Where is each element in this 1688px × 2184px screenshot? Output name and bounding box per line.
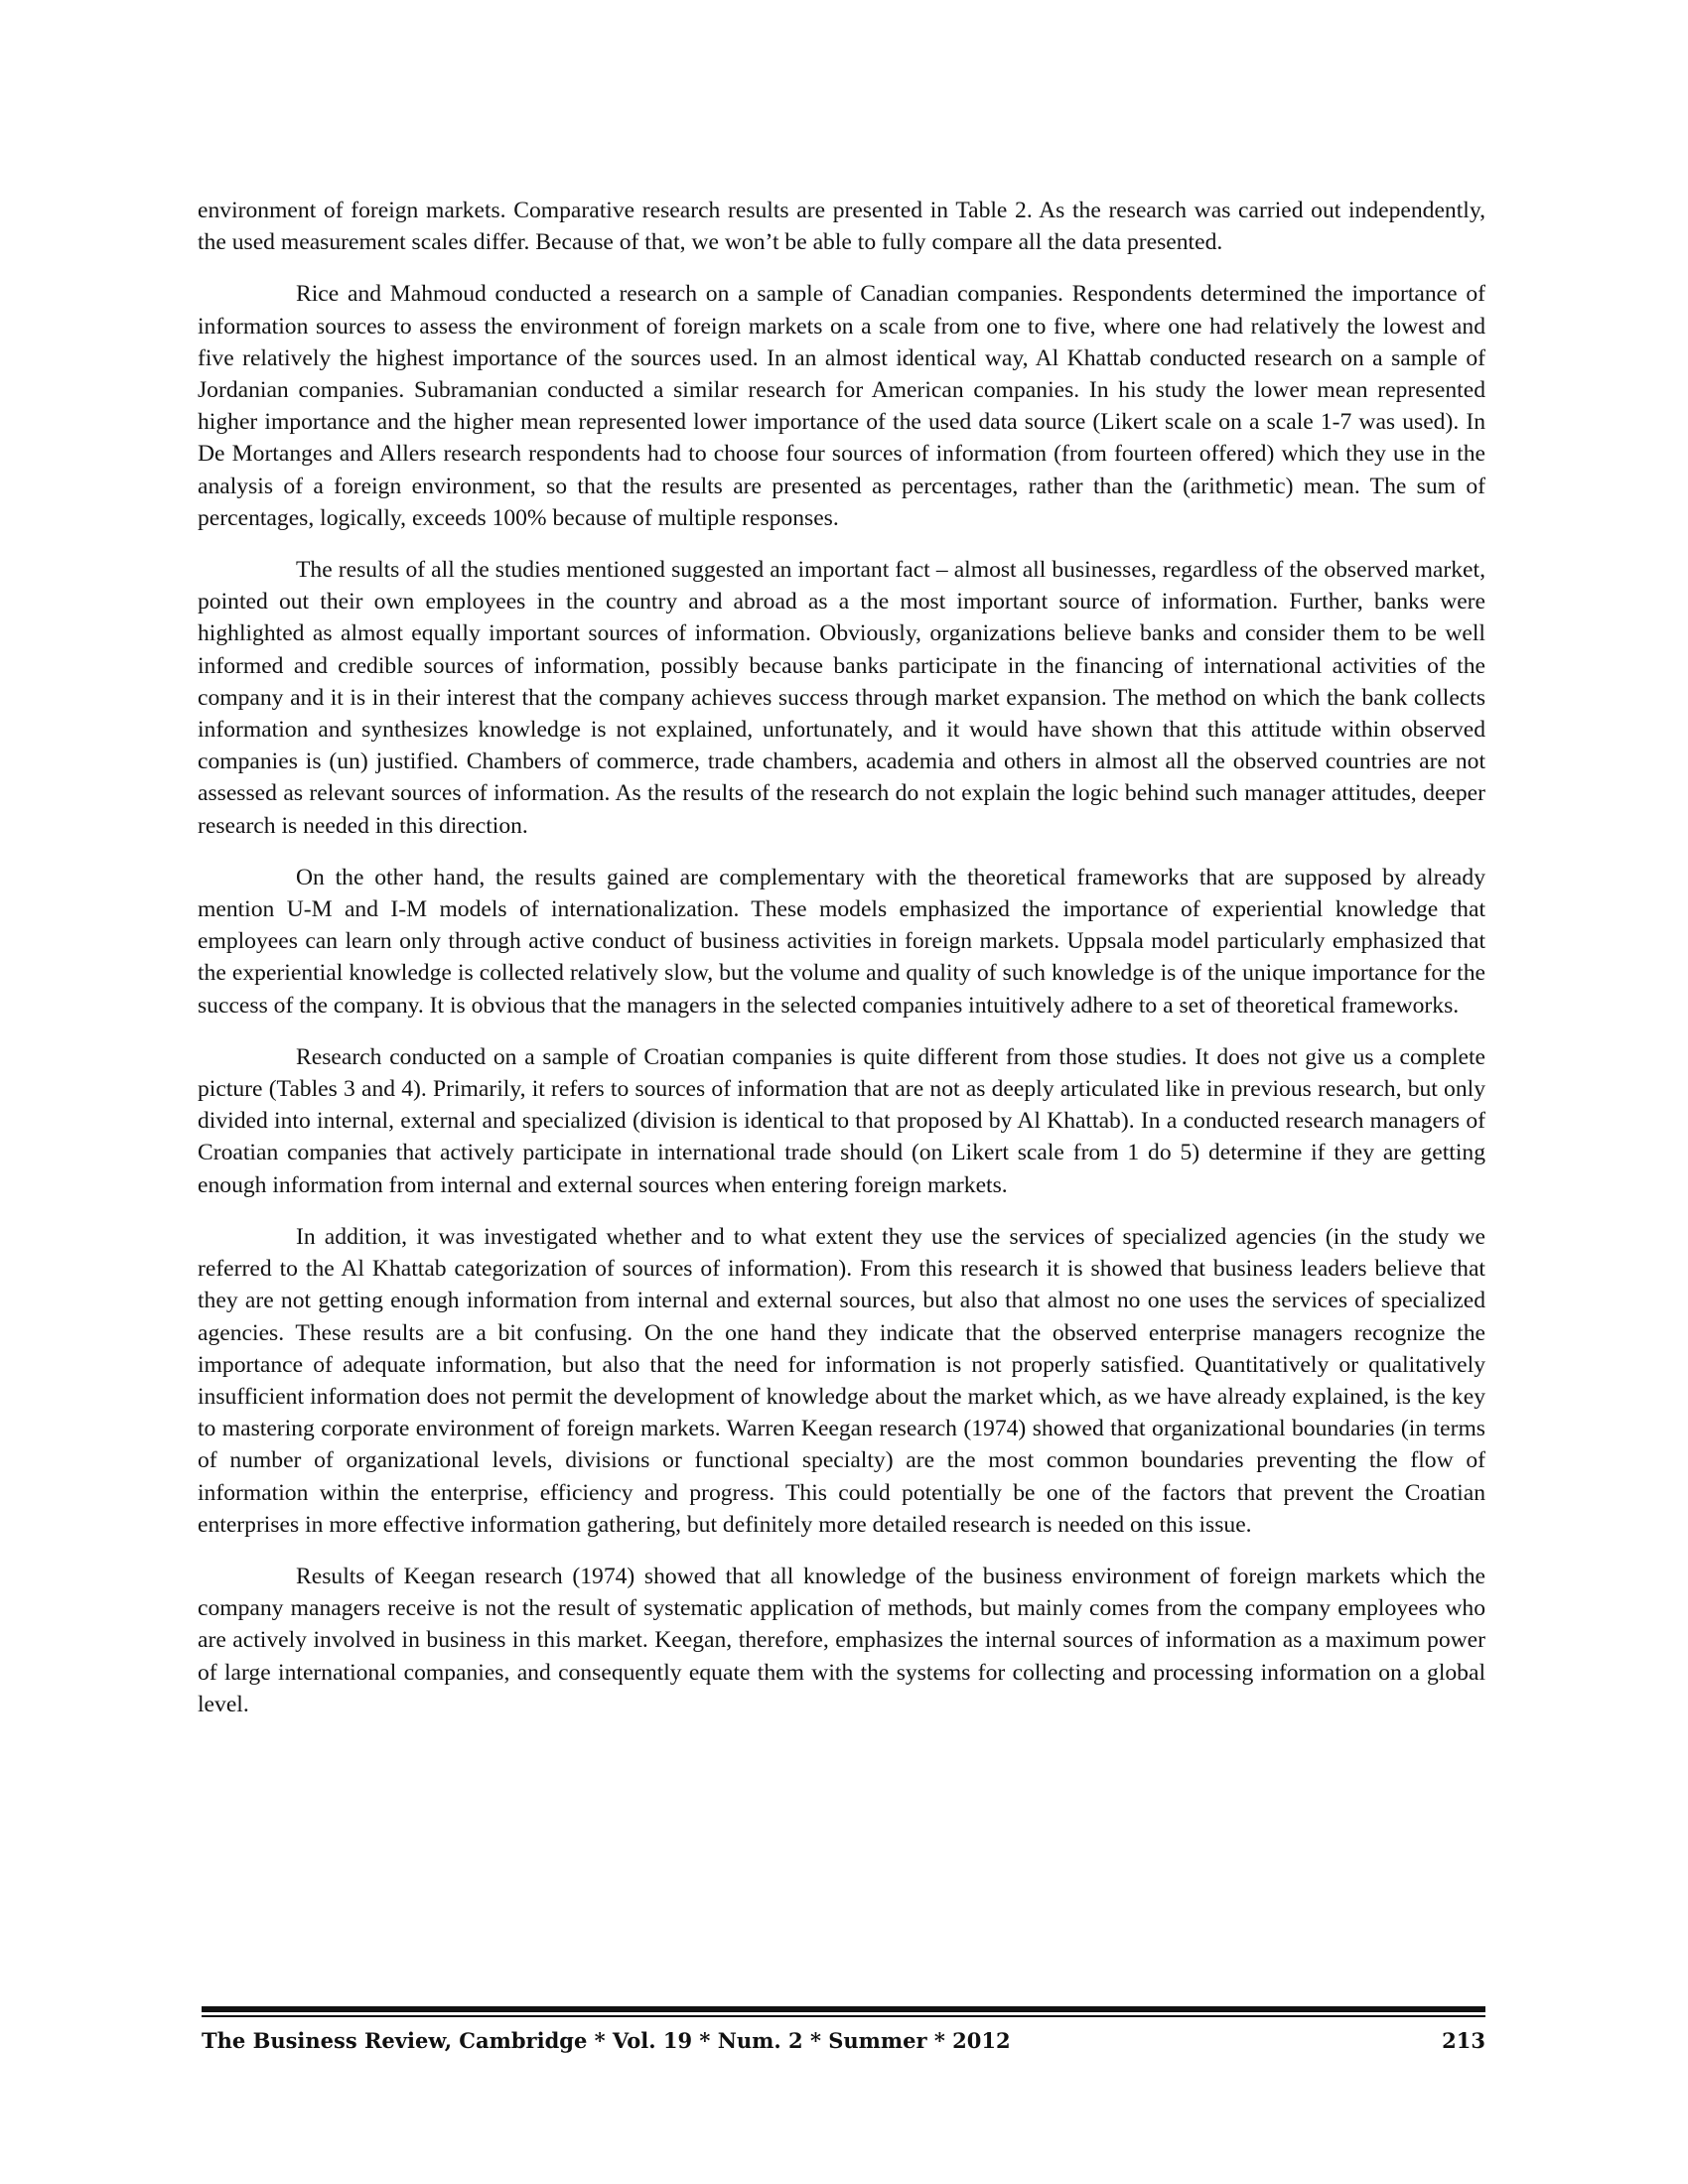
footer-divider-thick xyxy=(202,2006,1485,2012)
body-paragraph: On the other hand, the results gained are complementary with the theoretical frameworks that are supposed by already mention U-M and I-M models of internationalization. These models emphasized the importance of experiential knowledge that employees can learn only through active conduct of business activities in foreign markets. Uppsala model particularly emphasized that the experiential knowledge is collected relatively slow, but the volume and quality of such knowledge is of the unique importance for the success of the company. It is obvious that the managers in the selected companies intuitively adhere to a set of theoretical frameworks. xyxy=(198,864,1485,1019)
body-paragraph: The results of all the studies mentioned suggested an important fact – almost all businesses, regardless of the observed market, pointed out their own employees in the country and abroad as a the most important source of information. Further, banks were highlighted as almost equally important sources of information. Obviously, organizations believe banks and consider them to be well informed and credible sources of information, possibly because banks participate in the financing of international activities of the company and it is in their interest that the company achieves success through market expansion. The method on which the bank collects information and synthesizes knowledge is not explained, unfortunately, and it would have shown that this attitude within observed companies is (un) justified. Chambers of commerce, trade chambers, academia and others in almost all the observed countries are not assessed as relevant sources of information. As the results of the research do not explain the logic behind such manager attitudes, deeper research is needed in this direction. xyxy=(198,557,1485,839)
page-number: 213 xyxy=(1442,2028,1485,2053)
footer-divider-thin xyxy=(202,2015,1485,2017)
body-paragraph: Rice and Mahmoud conducted a research on a sample of Canadian companies. Respondents determined the importance of information sources to assess the environment of foreign markets on a scale from one to five, where one had relatively the lowest and five relatively the highest importance of the sources used. In an almost identical way, Al Khattab conducted research on a sample of Jordanian companies. Subramanian conducted a similar research for American companies. In his study the lower mean represented higher importance and the higher mean represented lower importance of the used data source (Likert scale on a scale 1-7 was used). In De Mortanges and Allers research respondents had to choose four sources of information (from fourteen offered) which they use in the analysis of a foreign environment, so that the results are presented as percentages, rather than the (arithmetic) mean. The sum of percentages, logically, exceeds 100% because of multiple responses. xyxy=(198,281,1485,531)
body-paragraph: environment of foreign markets. Comparative research results are presented in Table 2. As the research was carried out independently, the used measurement scales differ. Because of that, we won’t be able to fully compare all the data presented. xyxy=(198,198,1485,256)
article-body xyxy=(198,195,1485,1740)
body-paragraph: In addition, it was investigated whether and to what extent they use the services of specialized agencies (in the study we referred to the Al Khattab categorization of sources of information). From this research it is showed that business leaders believe that they are not getting enough information from internal and external sources, but also that almost no one uses the services of specialized agencies. These results are a bit confusing. On the one hand they indicate that the observed enterprise managers recognize the importance of adequate information, but also that the need for information is not properly satisfied. Quantitatively or qualitatively insufficient information does not permit the development of knowledge about the market which, as we have already explained, is the key to mastering corporate environment of foreign markets. Warren Keegan research (1974) showed that organizational boundaries (in terms of number of organizational levels, divisions or functional specialty) are the most common boundaries preventing the flow of information within the enterprise, efficiency and progress. This could potentially be one of the factors that prevent the Croatian enterprises in more effective information gathering, but definitely more detailed research is needed on this issue. xyxy=(198,1223,1485,1538)
page-footer xyxy=(202,2021,1485,2061)
body-paragraph: Results of Keegan research (1974) showed that all knowledge of the business environment of foreign markets which the company managers receive is not the result of systematic application of methods, but mainly comes from the company employees who are actively involved in business in this market. Keegan, therefore, emphasizes the internal sources of information as a maximum power of large international companies, and consequently equate them with the systems for collecting and processing information on a global level. xyxy=(198,1563,1485,1717)
journal-citation: The Business Review, Cambridge * Vol. 19 * Num. 2 * Summer * 2012 xyxy=(202,2028,1011,2053)
body-paragraph: Research conducted on a sample of Croatian companies is quite different from those studies. It does not give us a complete picture (Tables 3 and 4). Primarily, it refers to sources of information that are not as deeply articulated like in previous research, but only divided into internal, external and specialized (division is identical to that proposed by Al Khattab). In a conducted research managers of Croatian companies that actively participate in international trade should (on Likert scale from 1 do 5) determine if they are getting enough information from internal and external sources when entering foreign markets. xyxy=(198,1043,1485,1198)
